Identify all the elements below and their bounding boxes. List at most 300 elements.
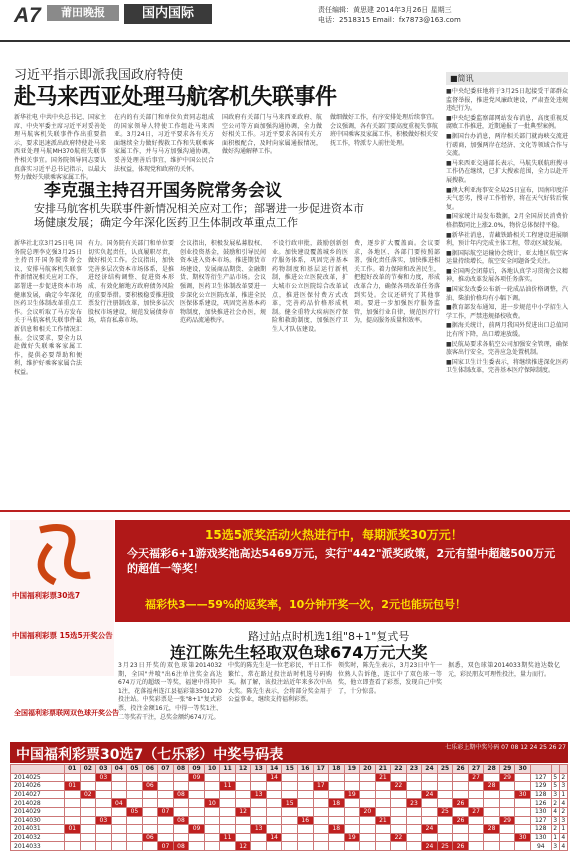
number-cell — [468, 825, 484, 834]
stat-cell: 130 — [530, 833, 551, 842]
number-cell — [422, 833, 438, 842]
number-cell — [220, 825, 236, 834]
number-cell — [266, 842, 282, 851]
number-cell — [127, 833, 143, 842]
number-cell — [437, 773, 453, 782]
number-header: 05 — [127, 765, 143, 774]
article1-headline: 赴马来西亚处理马航客机失联事件 — [14, 85, 337, 110]
number-cell — [297, 833, 313, 842]
number-header: 22 — [391, 765, 407, 774]
stat-cell: 5 — [551, 773, 559, 782]
stat-cell: 4 — [551, 807, 559, 816]
section-title: 国内国际 — [124, 4, 212, 24]
brief-item: ■国家卫生计生委表示，将继续推进深化医药卫生体制改革，完善基本医疗保障制度。 — [446, 358, 568, 375]
number-cell: 23 — [406, 799, 422, 808]
article2-col3: 会议指出，积极发展私募股权、创业投资基金，鼓励和引导民间资本进入资本市场。推进期货市场建设，发展商品期货、金融期货、期权等衍生产品市场。会议强调，医药卫生体制改革要进一步深化公立医院改革，推进全民医保体系建设，巩固完善基本药物制度，加快推进社会办医，规范药品流通秩序。 — [180, 240, 266, 325]
number-cell — [204, 773, 220, 782]
number-cell — [360, 799, 376, 808]
brief-item: ■全国两会闭幕后，各地认真学习贯彻会议精神，推动改革发展各项任务落实。 — [446, 267, 568, 284]
number-cell — [173, 825, 189, 834]
number-cell — [375, 782, 391, 791]
number-cell — [111, 816, 127, 825]
number-cell — [360, 833, 376, 842]
number-cell — [80, 842, 96, 851]
number-cell — [329, 833, 345, 842]
period-cell: 2014027 — [11, 790, 65, 799]
number-cell — [313, 833, 329, 842]
number-cell — [204, 842, 220, 851]
number-cell — [142, 790, 158, 799]
number-cell: 07 — [158, 842, 174, 851]
number-cell — [80, 807, 96, 816]
number-cell — [173, 799, 189, 808]
number-cell — [313, 790, 329, 799]
number-cell: 26 — [453, 842, 469, 851]
number-cell — [173, 773, 189, 782]
number-cell — [406, 773, 422, 782]
number-header: 20 — [360, 765, 376, 774]
number-cell — [142, 816, 158, 825]
number-cell — [515, 773, 531, 782]
number-cell: 24 — [422, 825, 438, 834]
report-headline: 连江陈先生轻取双色球674万元大奖 — [170, 643, 428, 662]
number-cell — [158, 773, 174, 782]
number-cell — [515, 799, 531, 808]
number-cell: 19 — [344, 833, 360, 842]
number-cell — [484, 842, 500, 851]
number-cell — [313, 807, 329, 816]
number-header: 21 — [375, 765, 391, 774]
number-cell — [189, 782, 205, 791]
number-cell — [360, 790, 376, 799]
number-cell — [437, 825, 453, 834]
number-cell — [127, 825, 143, 834]
number-cell — [204, 790, 220, 799]
number-header: 14 — [266, 765, 282, 774]
number-cell — [65, 842, 81, 851]
stat-cell: 4 — [559, 833, 567, 842]
number-cell — [282, 790, 298, 799]
number-cell: 25 — [437, 807, 453, 816]
number-cell — [251, 773, 267, 782]
number-cell — [406, 825, 422, 834]
period-cell: 2014033 — [11, 842, 65, 851]
number-cell — [158, 799, 174, 808]
number-cell: 14 — [266, 773, 282, 782]
number-cell: 07 — [158, 807, 174, 816]
number-cell — [499, 790, 515, 799]
number-cell — [468, 816, 484, 825]
number-cell — [65, 807, 81, 816]
number-cell — [220, 773, 236, 782]
stat-cell: 1 — [551, 833, 559, 842]
number-cell — [297, 790, 313, 799]
stat-cell: 94 — [530, 842, 551, 851]
stat-cell: 130 — [530, 807, 551, 816]
number-cell — [406, 816, 422, 825]
number-cell — [127, 799, 143, 808]
number-cell: 10 — [204, 799, 220, 808]
number-cell — [375, 807, 391, 816]
stat-cell: 129 — [530, 782, 551, 791]
stat-cell: 5 — [551, 782, 559, 791]
number-cell: 13 — [251, 790, 267, 799]
number-cell: 17 — [313, 782, 329, 791]
number-cell — [80, 773, 96, 782]
number-header: 09 — [189, 765, 205, 774]
number-cell — [468, 833, 484, 842]
number-cell — [142, 825, 158, 834]
number-cell — [515, 842, 531, 851]
promo-banner — [115, 520, 570, 622]
number-cell — [344, 799, 360, 808]
number-cell — [437, 799, 453, 808]
number-cell — [204, 782, 220, 791]
number-cell: 21 — [375, 773, 391, 782]
number-cell: 19 — [344, 790, 360, 799]
number-cell — [515, 782, 531, 791]
article1-col1: 新华社电 中共中央总书记、国家主席、中央军委主席习近平对妥善处理马航客机失联事件作出重要指示，要求迅速派出政府特使赴马来西亚处理马航MH370航班失联事件相关事宜。国务院领导同志要认真落实习近平总书记指示，以最大努力做好失联乘客家属工作。 — [14, 114, 106, 182]
number-header: 23 — [406, 765, 422, 774]
number-cell — [158, 816, 174, 825]
number-cell — [313, 773, 329, 782]
number-header: 07 — [158, 765, 174, 774]
number-cell — [266, 807, 282, 816]
stat-cell: 2 — [551, 825, 559, 834]
number-header: 13 — [251, 765, 267, 774]
article2-headline: 李克强主持召开国务院常务会议 — [44, 181, 282, 201]
number-cell: 09 — [189, 773, 205, 782]
number-cell: 28 — [484, 782, 500, 791]
number-cell — [251, 782, 267, 791]
number-cell: 05 — [127, 807, 143, 816]
number-cell: 27 — [468, 773, 484, 782]
number-cell — [499, 807, 515, 816]
number-cell — [406, 782, 422, 791]
report-col3: 领奖时，陈先生表示，3月23日中午一位熟人告诉他，连江中了双色球一等奖，他立即查看了彩票，发现自己中奖了，十分惊喜。 — [338, 662, 442, 695]
number-cell: 12 — [235, 807, 251, 816]
number-cell — [422, 782, 438, 791]
number-cell — [344, 807, 360, 816]
stat-cell: 127 — [530, 773, 551, 782]
table-row — [11, 825, 568, 834]
table-row — [11, 816, 568, 825]
number-cell: 08 — [173, 790, 189, 799]
number-cell — [499, 833, 515, 842]
number-cell — [96, 825, 112, 834]
number-cell: 26 — [453, 816, 469, 825]
number-cell — [313, 825, 329, 834]
number-cell: 28 — [484, 825, 500, 834]
number-cell: 20 — [360, 807, 376, 816]
period-cell: 2014025 — [11, 773, 65, 782]
number-cell — [111, 842, 127, 851]
number-header: 17 — [313, 765, 329, 774]
period-cell: 2014028 — [11, 799, 65, 808]
brief-item: ■据国台办消息，两岸相关部门就海峡交流进行磋商，加强两岸在经济、文化等领域合作与交流。 — [446, 132, 568, 158]
number-header: 29 — [499, 765, 515, 774]
number-cell — [484, 816, 500, 825]
lottery-table-note: 七乐彩上期中奖号码 07 08 12 24 25 26 27 — [445, 744, 566, 751]
number-cell — [360, 773, 376, 782]
number-cell — [515, 816, 531, 825]
stat-cell: 2 — [551, 799, 559, 808]
number-cell — [344, 816, 360, 825]
side-ad-line-1: 中国福利彩票30选7 — [12, 591, 81, 600]
number-cell — [235, 782, 251, 791]
number-header: 01 — [65, 765, 81, 774]
article2-col2: 有力。国务院有关部门和单位要切实负起责任，认真履职尽责，做好相关工作。会议指出，加快完善多层次资本市场体系，是推进经济结构调整、促进资本形成、有效化解地方政府债务风险的重要举措。要积极稳妥推进股票发行注册制改革，加快多层次股权市场建设，规范发展债券市场，培育私募市场。 — [88, 240, 174, 325]
number-cell — [406, 790, 422, 799]
number-header: 02 — [80, 765, 96, 774]
number-header: 11 — [220, 765, 236, 774]
number-cell — [142, 773, 158, 782]
newspaper-logo: 莆田晚报 — [47, 5, 119, 21]
stat-cell: 3 — [551, 816, 559, 825]
number-header: 04 — [111, 765, 127, 774]
number-cell — [251, 799, 267, 808]
period-cell: 2014031 — [11, 825, 65, 834]
number-cell — [484, 799, 500, 808]
number-cell — [297, 799, 313, 808]
number-cell — [96, 807, 112, 816]
number-header: 06 — [142, 765, 158, 774]
number-cell — [127, 816, 143, 825]
number-cell: 14 — [266, 833, 282, 842]
number-header: 12 — [235, 765, 251, 774]
number-cell — [235, 799, 251, 808]
number-header: 30 — [515, 765, 531, 774]
side-ad-line-2: 中国福利彩票 15选5开奖公告 — [12, 631, 113, 640]
number-cell — [329, 790, 345, 799]
number-cell — [422, 773, 438, 782]
number-cell — [65, 773, 81, 782]
number-cell: 11 — [220, 782, 236, 791]
stat-cell: 4 — [559, 842, 567, 851]
number-cell — [313, 816, 329, 825]
number-header: 08 — [173, 765, 189, 774]
number-cell — [158, 790, 174, 799]
contact-line: 电话：2518315 Email：fx7873@163.com — [318, 16, 461, 24]
number-header: 26 — [453, 765, 469, 774]
number-cell: 04 — [111, 799, 127, 808]
number-cell — [499, 799, 515, 808]
number-cell — [80, 833, 96, 842]
number-cell — [158, 825, 174, 834]
number-cell — [391, 773, 407, 782]
number-cell: 08 — [173, 816, 189, 825]
number-cell — [468, 842, 484, 851]
number-cell — [266, 816, 282, 825]
table-row — [11, 842, 568, 851]
number-cell: 18 — [329, 799, 345, 808]
article1-col2: 在内的有关部门和单位负责同志组成的国家领导人特使工作组赴马来西亚。3月24日，习近平要求各有关方面继续全力做好搜救工作和失联乘客家属工作，并与马方加强沟通协调，妥善处理善后事宜，维护中国公民合法权益，体现党和政府的关怀。 — [114, 114, 214, 173]
table-row — [11, 773, 568, 782]
report-col1: 3月23日开奖的双色球第2014032期，全国"井喷"出6注单注奖金高达674万元的超级一等奖，福建中得其中1注，花落福州连江县福彩第3501270投注站。中奖彩票是一张"8+1"复式彩票，投注金额16元，中得一等奖1注、二等奖若干注，总奖金额约674万元。 — [118, 662, 222, 721]
number-cell — [484, 773, 500, 782]
number-cell: 24 — [422, 842, 438, 851]
number-cell — [96, 782, 112, 791]
number-cell — [344, 782, 360, 791]
report-kicker: 路过站点时机选1组"8+1"复式号 — [248, 630, 410, 643]
number-cell — [266, 790, 282, 799]
number-cell: 03 — [96, 773, 112, 782]
number-cell — [391, 799, 407, 808]
number-cell: 22 — [391, 833, 407, 842]
side-ad-line-3: 全国福利彩票联网双色球开奖公告 — [14, 709, 119, 717]
lottery-results-table — [10, 764, 568, 851]
stat-header — [530, 765, 551, 774]
stat-cell: 128 — [530, 825, 551, 834]
report-col4: 据悉，双色球第2014033期奖池达数亿元，彩民朋友可理性投注，量力而行。 — [448, 662, 560, 678]
number-cell — [111, 782, 127, 791]
number-cell — [375, 799, 391, 808]
number-cell: 29 — [499, 816, 515, 825]
number-cell — [96, 833, 112, 842]
number-cell: 18 — [329, 825, 345, 834]
number-cell — [111, 807, 127, 816]
period-header — [11, 765, 65, 774]
brief-item: ■中央纪委驻地将于3月25日起接受干部群众监督举报，推进党风廉政建设，严肃查处违规违纪行为。 — [446, 88, 568, 113]
number-cell — [344, 842, 360, 851]
number-cell — [189, 807, 205, 816]
number-cell: 03 — [96, 816, 112, 825]
number-cell — [282, 782, 298, 791]
number-cell — [80, 816, 96, 825]
table-row — [11, 782, 568, 791]
number-cell — [266, 782, 282, 791]
number-cell — [189, 833, 205, 842]
number-cell — [189, 816, 205, 825]
number-cell: 27 — [468, 807, 484, 816]
number-cell — [235, 816, 251, 825]
number-cell — [391, 842, 407, 851]
number-header: 19 — [344, 765, 360, 774]
number-cell — [251, 807, 267, 816]
article2-subtitle-2: 场健康发展；确定今年深化医药卫生体制改革重点工作 — [34, 216, 298, 229]
number-cell: 24 — [422, 790, 438, 799]
number-cell — [127, 782, 143, 791]
number-cell — [329, 842, 345, 851]
number-cell — [220, 807, 236, 816]
number-cell: 08 — [173, 842, 189, 851]
number-cell — [173, 782, 189, 791]
number-cell — [344, 773, 360, 782]
stat-cell: 2 — [559, 773, 567, 782]
number-cell — [468, 799, 484, 808]
brief-item: ■据国际航空运输协会统计，亚太地区航空客运量持续增长，航空安全问题备受关注。 — [446, 249, 568, 266]
number-cell — [251, 833, 267, 842]
number-cell — [220, 790, 236, 799]
table-row — [11, 807, 568, 816]
number-cell — [422, 799, 438, 808]
number-cell — [80, 825, 96, 834]
number-cell — [484, 833, 500, 842]
number-cell — [127, 790, 143, 799]
number-cell: 21 — [375, 816, 391, 825]
number-cell: 29 — [499, 773, 515, 782]
stat-cell: 4 — [559, 799, 567, 808]
number-cell — [313, 842, 329, 851]
article2-col1: 新华社北京3月25日电 国务院总理李克强3月25日主持召开国务院常务会议，安排马航客机失联事件新情况相关应对工作，部署进一步促进资本市场健康发展，确定今年深化医药卫生体制改革重点工作。会议听取了马方发布关于马航客机失联事件最新信息和相关工作情况汇报。会议要求，要全力以赴做好失联乘客家属工作，提供必要帮助和便利，维护好乘客家属合法权益。 — [14, 240, 82, 376]
number-cell — [515, 825, 531, 834]
number-cell — [499, 842, 515, 851]
number-header: 18 — [329, 765, 345, 774]
number-cell — [360, 825, 376, 834]
number-cell — [189, 842, 205, 851]
number-cell — [220, 799, 236, 808]
banner-line-1: 15选5派奖活动火热进行中，每期派奖30万元！ — [205, 528, 463, 542]
stat-header — [551, 765, 559, 774]
number-cell: 01 — [65, 782, 81, 791]
number-cell — [453, 790, 469, 799]
brief-item: ■教育部发布通知，进一步规范中小学招生入学工作，严禁违规择校收费。 — [446, 304, 568, 320]
number-cell — [406, 842, 422, 851]
number-cell — [313, 799, 329, 808]
stat-cell: 3 — [559, 782, 567, 791]
number-cell — [484, 790, 500, 799]
number-cell — [391, 825, 407, 834]
number-header: 16 — [297, 765, 313, 774]
number-cell — [468, 782, 484, 791]
number-cell: 12 — [235, 842, 251, 851]
number-cell — [173, 807, 189, 816]
lottery-table-title: 中国福利彩票30选7（七乐彩）中奖号码表 — [16, 747, 284, 763]
number-cell — [111, 825, 127, 834]
number-cell — [282, 773, 298, 782]
number-cell — [96, 842, 112, 851]
number-cell — [235, 825, 251, 834]
number-cell — [142, 807, 158, 816]
number-cell — [437, 833, 453, 842]
number-cell — [360, 842, 376, 851]
number-cell: 30 — [515, 790, 531, 799]
number-cell: 30 — [515, 833, 531, 842]
number-cell — [375, 833, 391, 842]
number-cell — [189, 799, 205, 808]
number-cell: 11 — [220, 833, 236, 842]
number-cell — [204, 807, 220, 816]
number-cell — [189, 790, 205, 799]
number-cell — [142, 799, 158, 808]
number-cell — [360, 816, 376, 825]
sidebar-title: ■简讯 — [446, 72, 568, 85]
number-cell: 16 — [297, 816, 313, 825]
number-cell: 01 — [65, 825, 81, 834]
number-cell — [96, 799, 112, 808]
welfare-lottery-logo-icon — [10, 520, 114, 590]
number-cell — [282, 842, 298, 851]
number-cell — [266, 825, 282, 834]
number-cell — [344, 825, 360, 834]
stat-cell: 127 — [530, 816, 551, 825]
stat-header — [559, 765, 567, 774]
number-cell — [158, 833, 174, 842]
article2-col4: 不设行政审批，鼓励创新创业。加快建设覆盖城乡的医疗服务体系，巩固完善基本药物制度和基层运行新机制，推进公立医院改革，扩大城市公立医院综合改革试点，推进医保付费方式改革，完善药品价格形成机制。健全重特大疾病医疗保险和救助制度，加强医疗卫生人才队伍建设。 — [272, 240, 348, 333]
report-col2: 中奖的陈先生是一位老彩民，平日工作繁忙，常在路过投注站时机选号码购买。据了解，该投注站近年来多次中出大奖。陈先生表示，会将部分奖金用于公益事业，继续支持福利彩票。 — [228, 662, 332, 704]
number-cell — [329, 807, 345, 816]
table-row — [11, 833, 568, 842]
article1-col3: 国政府有关部门与马来西亚政府、航空公司等方面加强沟通协调，全力做好相关工作。习近平要求各国有关方面积极配合，及时向家属通报情况，做好沟通解释工作。 — [222, 114, 322, 156]
period-cell: 2014026 — [11, 782, 65, 791]
brief-item: ■民航局要求各航空公司加强安全管理，确保旅客出行安全，完善应急处置机制。 — [446, 340, 568, 357]
stat-cell: 128 — [530, 790, 551, 799]
table-row — [11, 799, 568, 808]
number-cell — [96, 790, 112, 799]
number-cell — [266, 799, 282, 808]
brief-item: ■马来西亚交通部长表示，马航失联航班搜寻工作仍在继续，已扩大搜索范围，全力以赴开展搜救。 — [446, 159, 568, 184]
number-cell — [65, 790, 81, 799]
